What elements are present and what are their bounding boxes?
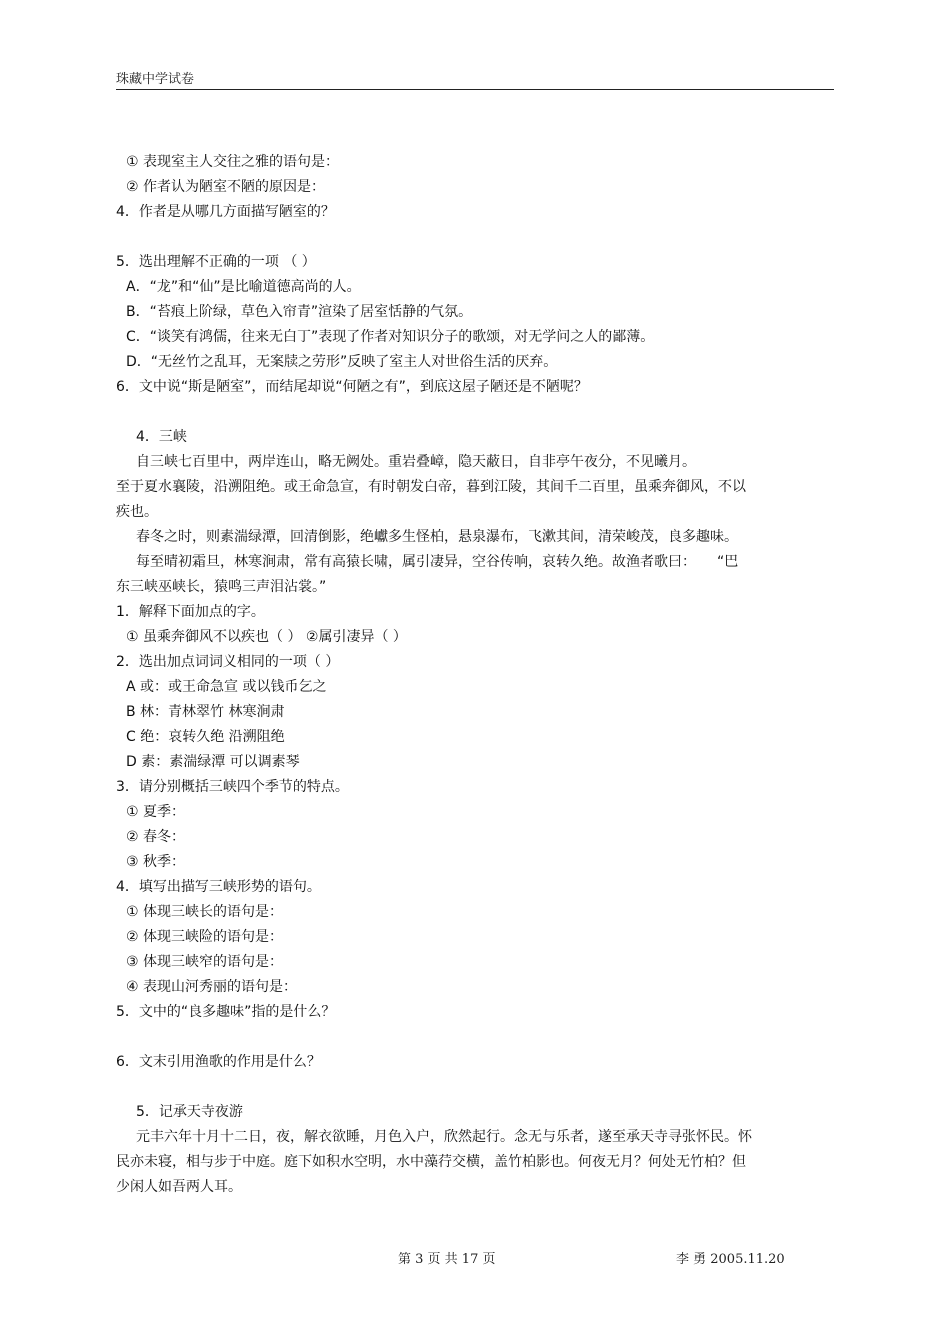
sub-question: ④ 表现山河秀丽的语句是： — [126, 979, 298, 995]
sub-question: ① 表现室主人交往之雅的语句是： — [126, 154, 340, 170]
passage-line: 元丰六年十月十二日，夜，解衣欲睡，月色入户，欣然起行。念无与乐者，遂至承天寺寻张怀民。怀 — [136, 1129, 752, 1145]
question: 4．填写出描写三峡形势的语句。 — [116, 879, 321, 895]
passage-line: 每至晴初霜旦，林寒涧肃，常有高猿长啸，属引凄异，空谷传响，哀转久绝。故渔者歌曰： “巴 — [136, 554, 739, 570]
author-date: 李 勇 2005.11.20 — [676, 1252, 785, 1267]
passage-line: 民亦未寝，相与步于中庭。庭下如积水空明，水中藻荇交横，盖竹柏影也。何夜无月？何处无竹柏？但 — [116, 1154, 746, 1170]
section-title-chengtiansi: 5．记承天寺夜游 — [136, 1104, 243, 1120]
passage-line: 春冬之时，则素湍绿潭，回清倒影，绝巘多生怪柏，悬泉瀑布，飞漱其间，清荣峻茂，良多趣味。 — [136, 529, 738, 545]
option: A 或：或王命急宣 或以钱币乞之 — [126, 679, 327, 695]
sub-question: ② 体现三峡险的语句是： — [126, 929, 284, 945]
sub-question: ① 虽乘奔御风不以疾也（ ） ②属引凄异（ ） — [126, 629, 407, 645]
question: 6．文末引用渔歌的作用是什么？ — [116, 1054, 321, 1070]
section-title-sanxia: 4．三峡 — [136, 429, 187, 445]
option-c: C．“谈笑有鸿儒，往来无白丁”表现了作者对知识分子的歌颂，对无学问之人的鄙薄。 — [126, 329, 655, 345]
option-d: D．“无丝竹之乱耳，无案牍之劳形”反映了室主人对世俗生活的厌弃。 — [126, 354, 558, 370]
sub-question: ③ 体现三峡窄的语句是： — [126, 954, 284, 970]
option: B 林：青林翠竹 林寒涧肃 — [126, 704, 285, 720]
question: 5．文中的“良多趣味”指的是什么？ — [116, 1004, 336, 1020]
sub-question: ③ 秋季： — [126, 854, 186, 870]
sub-question: ② 作者认为陋室不陋的原因是： — [126, 179, 326, 195]
option-b: B．“苔痕上阶绿，草色入帘青”渲染了居室恬静的气氛。 — [126, 304, 473, 320]
page-content — [116, 150, 838, 1200]
passage-line: 少闲人如吾两人耳。 — [116, 1179, 242, 1195]
passage-line: 至于夏水襄陵，沿溯阻绝。或王命急宣，有时朝发白帝，暮到江陵，其间千二百里，虽乘奔御风，不以 — [116, 479, 746, 495]
passage-line: 东三峡巫峡长，猿鸣三声泪沾裳。” — [116, 579, 327, 595]
option: C 绝：哀转久绝 沿溯阻绝 — [126, 729, 285, 745]
option: D 素：素湍绿潭 可以调素琴 — [126, 754, 300, 770]
page-number: 第 3 页 共 17 页 — [398, 1252, 496, 1267]
question: 2．选出加点词词义相同的一项（ ） — [116, 654, 340, 670]
sub-question: ① 夏季： — [126, 804, 186, 820]
sub-question: ① 体现三峡长的语句是： — [126, 904, 284, 920]
question: 3．请分别概括三峡四个季节的特点。 — [116, 779, 349, 795]
page-header — [116, 68, 834, 90]
option-a: A．“龙”和“仙”是比喻道德高尚的人。 — [126, 279, 361, 295]
question: 4．作者是从哪几方面描写陋室的？ — [116, 204, 335, 220]
header-title: 珠藏中学试卷 — [116, 72, 195, 87]
question-6: 6．文中说“斯是陋室”，而结尾却说“何陋之有”，到底这屋子陋还是不陋呢？ — [116, 379, 588, 395]
passage-line: 疾也。 — [116, 504, 158, 520]
question: 1．解释下面加点的字。 — [116, 604, 265, 620]
question-5-stem: 5．选出理解不正确的一项 （ ） — [116, 254, 316, 270]
passage-line: 自三峡七百里中，两岸连山，略无阙处。重岩叠嶂，隐天蔽日，自非亭午夜分，不见曦月。 — [136, 454, 696, 470]
sub-question: ② 春冬： — [126, 829, 186, 845]
